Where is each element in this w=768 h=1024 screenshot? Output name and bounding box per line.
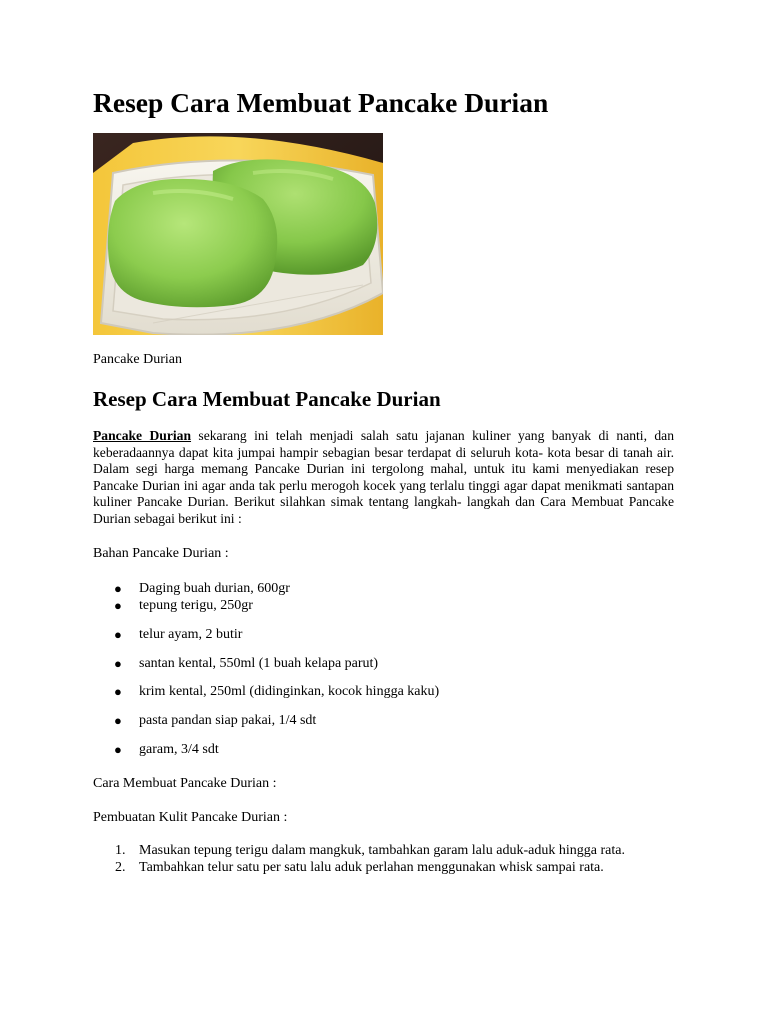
bullet-icon: ● [114,742,122,757]
list-item: 1. Masukan tepung terigu dalam mangkuk, tambahkan garam lalu aduk-aduk hingga rata. [115,843,625,858]
section-title: Resep Cara Membuat Pancake Durian [93,387,441,411]
method-label: Cara Membuat Pancake Durian : [93,776,277,791]
bullet-icon: ● [114,598,122,613]
intro-paragraph [93,428,674,528]
steps-list [93,843,674,876]
bullet-icon: ● [114,684,122,699]
skin-label: Pembuatan Kulit Pancake Durian : [93,810,288,825]
intro-text: sekarang ini telah menjadi salah satu jajanan kuliner yang banyak di nanti, dan keberadaannya dapat kita jumpai hampir sebagian besar terdapat di seluruh kota- kota besar di tanah air. Dalam segi harga memang Pancake Durian ini tergolong mahal, untuk itu kami menyediakan resep Pancake Durian ini agar anda tak perlu merogoh kocek yang terlalu tinggi agar dapat menikmati santapan kuliner Pancake Durian. Berikut silahkan simak tentang langkah- langkah dan Cara Membuat Pancake Durian sebagai berikut ini : [93,428,674,526]
bullet-icon: ● [114,581,122,596]
document-title: Resep Cara Membuat Pancake Durian [93,87,549,118]
bullet-icon: ● [114,627,122,642]
pancake-durian-link[interactable]: Pancake Durian [93,428,192,443]
list-item: 2. Tambahkan telur satu per satu lalu aduk perlahan menggunakan whisk sampai rata. [115,859,604,875]
pancake-durian-photo [93,133,383,335]
ingredients-label: Bahan Pancake Durian : [93,546,229,561]
image-caption: Pancake Durian [93,352,183,367]
bullet-icon: ● [114,656,122,671]
bullet-icon: ● [114,713,122,728]
